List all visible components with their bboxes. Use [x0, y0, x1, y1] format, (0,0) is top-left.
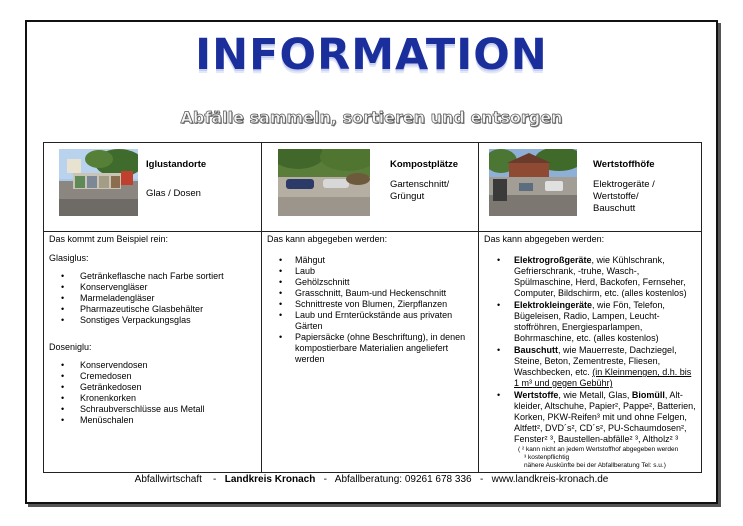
list-item: • Menüschalen: [49, 415, 256, 426]
list-item: • Schnittreste von Blumen, Zierpflanzen: [267, 299, 473, 310]
header-cell-iglustandorte: [44, 143, 262, 232]
list-item: • Mähgut: [267, 255, 473, 266]
list-item: • Konservendosen: [49, 360, 256, 371]
list-item-elektrogross: [484, 255, 696, 299]
list-item: • Getränkedosen: [49, 382, 256, 393]
list-item: • Papiersäcke (ohne Beschriftung), in denen kompostierbare Materialien angeliefert werden: [267, 332, 473, 365]
list-item: • Laub: [267, 266, 473, 277]
sub-wertstoffhoefe-1: Elektrogeräte /: [593, 179, 655, 190]
list-item: • Konservengläser: [49, 282, 256, 293]
glass-container-photo: [59, 149, 138, 216]
item-text: , wie Mauerreste, Dachziegel, Steine, Beton, Zementreste, Fliesen, Waschbecken, etc.: [514, 345, 677, 377]
sub-wertstoffhoefe-2: Wertstoffe/: [593, 191, 639, 202]
item-text: , wie Metall, Glas,: [558, 390, 632, 400]
info-table: [43, 142, 702, 473]
body-cell-wertstoffe: [479, 232, 702, 473]
list-item: • Sonstiges Verpackungsglas: [49, 315, 256, 326]
list-item: • Pharmazeutische Glasbehälter: [49, 304, 256, 315]
heading-wertstoffhoefe: Wertstoffhöfe: [593, 159, 655, 170]
glas-list: [49, 271, 256, 326]
footer: [0, 474, 743, 485]
list-item-elektroklein: [484, 300, 696, 344]
list-item: • Marmeladengläser: [49, 293, 256, 304]
intro-text: Das kann abgegeben werden:: [484, 234, 605, 244]
footer-sep: -: [479, 474, 484, 485]
sub-iglustandorte: Glas / Dosen: [146, 188, 201, 199]
footer-website[interactable]: www.landkreis-kronach.de: [491, 474, 609, 485]
list-item: • Schraubverschlüsse aus Metall: [49, 404, 256, 415]
dosen-list: [49, 360, 256, 426]
footnote-3: nähere Auskünfte bei der Abfallberatung Tel: s.u.): [524, 462, 666, 469]
section-heading-glasiglus: Glasiglus:: [49, 253, 89, 263]
footer-sep: -: [213, 474, 217, 485]
item-label: Elektrokleingeräte: [514, 300, 593, 310]
header-cell-kompostplaetze: [262, 143, 479, 232]
sub-kompostplaetze-2: Grüngut: [390, 191, 425, 202]
body-cell-kompost: [262, 232, 479, 473]
list-item-wertstoffe: [484, 390, 696, 445]
footnote-1: ( ² kann nicht an jedem Wertstoffhof abgegeben werden: [518, 446, 679, 453]
wertstoff-list: [484, 255, 696, 445]
item-text: , wie Fön, Telefon, Bügeleisen, Radio, Lampen, Leucht-stoffröhren, Energiesparlampen, Bohrmaschine, etc. (alles kostenlos): [514, 300, 665, 343]
item-label: Wertstoffe: [514, 390, 559, 400]
item-label: Bauschutt: [514, 345, 559, 355]
list-item: • Gehölzschnitt: [267, 277, 473, 288]
body-cell-glas-dosen: [44, 232, 262, 473]
item-text: , wie Kühlschrank, Gefrierschrank, -truhe, Wasch-, Spülmaschine, Herd, Backofen, Fernseher, Computer, Bildschirm, etc. (alles kostenlos): [514, 255, 687, 298]
sub-wertstoffhoefe-3: Bauschutt: [593, 203, 636, 214]
compost-site-photo: [278, 149, 370, 216]
footer-hotline: Abfallberatung: 09261 678 336: [334, 474, 472, 485]
item-label: Elektrogroßgeräte: [514, 255, 592, 265]
section-heading-doseniglu: Doseniglu:: [49, 342, 92, 352]
sub-kompostplaetze-1: Gartenschnitt/: [390, 179, 450, 190]
footnote-2: ³ kostenpflichtig: [524, 454, 570, 461]
recycling-yard-photo: [489, 149, 577, 216]
kompost-list: [267, 255, 473, 365]
list-item: • Laub und Ernterückstände aus privaten Gärten: [267, 310, 473, 332]
footer-org: Abfallwirtschaft: [134, 474, 202, 485]
footer-sep: -: [323, 474, 327, 485]
page-title: INFORMATION: [195, 30, 548, 80]
intro-text: Das kann abgegeben werden:: [267, 234, 388, 244]
item-note: (in Kleinmengen, d.h. bis 1 m³ und gegen Gebühr): [514, 367, 692, 388]
intro-text: Das kommt zum Beispiel rein:: [49, 234, 169, 244]
item-label-biomuell: Biomüll: [631, 390, 665, 400]
footer-district: Landkreis Kronach: [224, 474, 316, 485]
item-text-2: , Alt-kleider, Altschuhe, Papier², Pappe², Batterien, Korken, PKW-Reifen³ mit und ohne Felgen, Altfett², DVD´s², CD´s², PU-Schaumdosen², Fenster² ³, Baustellen-abfälle² ³, Altholz² ³: [514, 390, 696, 444]
list-item-bauschutt: [484, 345, 696, 389]
list-item: • Kronenkorken: [49, 393, 256, 404]
page-subtitle: Abfälle sammeln, sortieren und entsorgen: [180, 108, 563, 127]
heading-iglustandorte: Iglustandorte: [146, 159, 207, 170]
list-item: • Grasschnitt, Baum-und Heckenschnitt: [267, 288, 473, 299]
header-cell-wertstoffhoefe: [479, 143, 702, 232]
heading-kompostplaetze: Kompostplätze: [390, 159, 459, 170]
list-item: • Cremedosen: [49, 371, 256, 382]
list-item: • Getränkeflasche nach Farbe sortiert: [49, 271, 256, 282]
